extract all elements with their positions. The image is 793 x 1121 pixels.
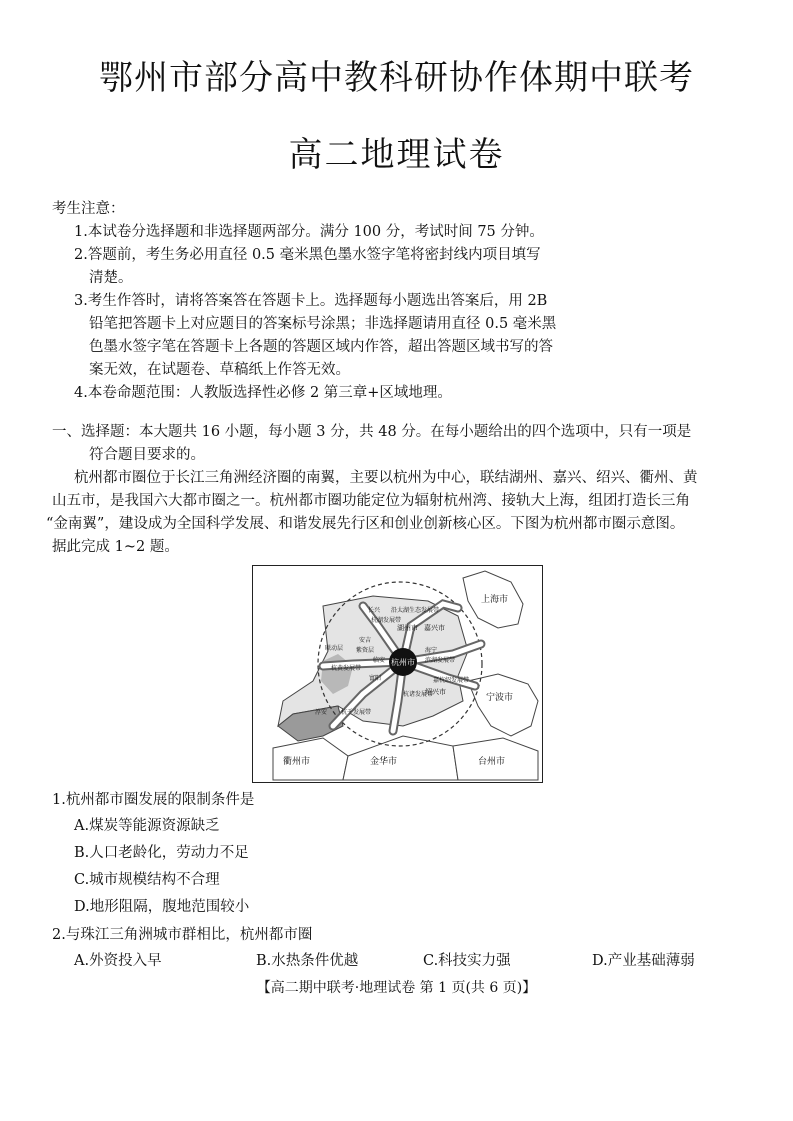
label-chunan: 淳安 — [315, 709, 328, 716]
label-hangdong: 杭湖发展带 — [371, 617, 402, 624]
passage-line: 据此完成 1~2 题。 — [52, 539, 179, 555]
section-heading: 一、选择题：本大题共 16 小题，每小题 3 分，共 48 分。在每小题给出的四个选项中，只有一项是 — [52, 424, 692, 440]
label-shanghai: 上海市 — [481, 595, 509, 605]
label-hangzhou: 杭州市 — [391, 658, 415, 667]
map-drawing — [253, 566, 542, 782]
q1-option-a: A.煤炭等能源资源缺乏 — [74, 818, 220, 834]
label-hangzhu: 杭诸发展带 — [403, 691, 434, 698]
q1-option-d: D.地形阻隔，腹地范围较小 — [74, 899, 250, 915]
label-ziyuan: 紫资层 — [356, 647, 375, 654]
label-jinhua: 金华市 — [370, 757, 398, 767]
label-taizhou: 台州市 — [478, 757, 506, 767]
notice-line: 案无效，在试题卷、草稿纸上作答无效。 — [89, 362, 350, 378]
q1-option-c: C.城市规模结构不合理 — [74, 872, 220, 888]
hangzhou-metro-map — [252, 565, 543, 783]
label-quzhou: 衢州市 — [283, 757, 311, 767]
paper-subtitle: 高二地理试卷 — [288, 135, 505, 175]
label-fuyang: 富阳 — [369, 675, 382, 682]
label-binhai: 滨湖发展带 — [425, 657, 456, 664]
paper-title: 鄂州市部分高中教科研协作体期中联考 — [99, 58, 694, 98]
label-changxing: 长兴 — [368, 607, 381, 614]
section-heading-cont: 符合题目要求的。 — [89, 447, 205, 463]
notice-line: 2.答题前，考生务必用直径 0.5 毫米黑色墨水签字笔将密封线内项目填写 — [74, 247, 541, 263]
label-hanghuang: 杭黄发展带 — [331, 665, 362, 672]
q1-stem: 1.杭州都市圈发展的限制条件是 — [52, 792, 255, 808]
label-anji: 安吉 — [359, 637, 372, 644]
label-taihu: 沿太湖生态发展带 — [391, 607, 440, 614]
q2-option-d: D.产业基础薄弱 — [592, 953, 695, 969]
notice-heading: 考生注意： — [52, 201, 125, 217]
label-haining: 海宁 — [425, 647, 438, 654]
notice-line: 清楚。 — [89, 270, 133, 286]
label-jiaxing: 嘉兴市 — [424, 624, 445, 632]
passage-line: “金南翼”，建设成为全国科学发展、和谐发展先行区和创业创新核心区。下图为杭州都市圈示意图。 — [46, 516, 685, 532]
notice-line: 铅笔把答题卡上对应题目的答案标号涂黑；非选择题请用直径 0.5 毫米黑 — [89, 316, 557, 332]
notice-line: 4.本卷命题范围：人教版选择性必修 2 第三章+区域地理。 — [74, 385, 452, 401]
passage-line: 杭州都市圈位于长江三角洲经济圈的南翼，主要以杭州为中心，联结湖州、嘉兴、绍兴、衢州、黄 — [74, 470, 698, 486]
notice-line: 3.考生作答时，请将答案答在答题卡上。选择题每小题选出答案后，用 2B — [74, 293, 548, 309]
page-footer: 【高二期中联考·地理试卷 第 1 页(共 6 页)】 — [256, 980, 537, 996]
q2-option-b: B.水热条件优越 — [256, 953, 359, 969]
q2-stem: 2.与珠江三角洲城市群相比，杭州都市圈 — [52, 927, 313, 943]
notice-line: 1.本试卷分选择题和非选择题两部分。满分 100 分，考试时间 75 分钟。 — [74, 224, 544, 240]
label-linan: 临安 — [373, 657, 386, 664]
label-lindong: 联动层 — [325, 645, 344, 652]
passage-line: 山五市，是我国六大都市圈之一。杭州都市圈功能定位为辐射杭州湾、接轨大上海，组团打造长三角 — [52, 493, 690, 509]
label-huzhou: 湖州市 — [397, 624, 418, 632]
label-hangshao: 嘉杭绍发展带 — [433, 677, 470, 684]
notice-line: 色墨水签字笔在答题卡上各题的答题区域内作答，超出答题区域书写的答 — [89, 339, 553, 355]
label-hangqian: 杭千发展带 — [341, 709, 372, 716]
q2-option-a: A.外资投入早 — [74, 953, 162, 969]
q1-option-b: B.人口老龄化，劳动力不足 — [74, 845, 249, 861]
label-shaoxing: 绍兴市 — [425, 688, 446, 696]
label-ningbo: 宁波市 — [486, 693, 514, 703]
q2-option-c: C.科技实力强 — [423, 953, 511, 969]
